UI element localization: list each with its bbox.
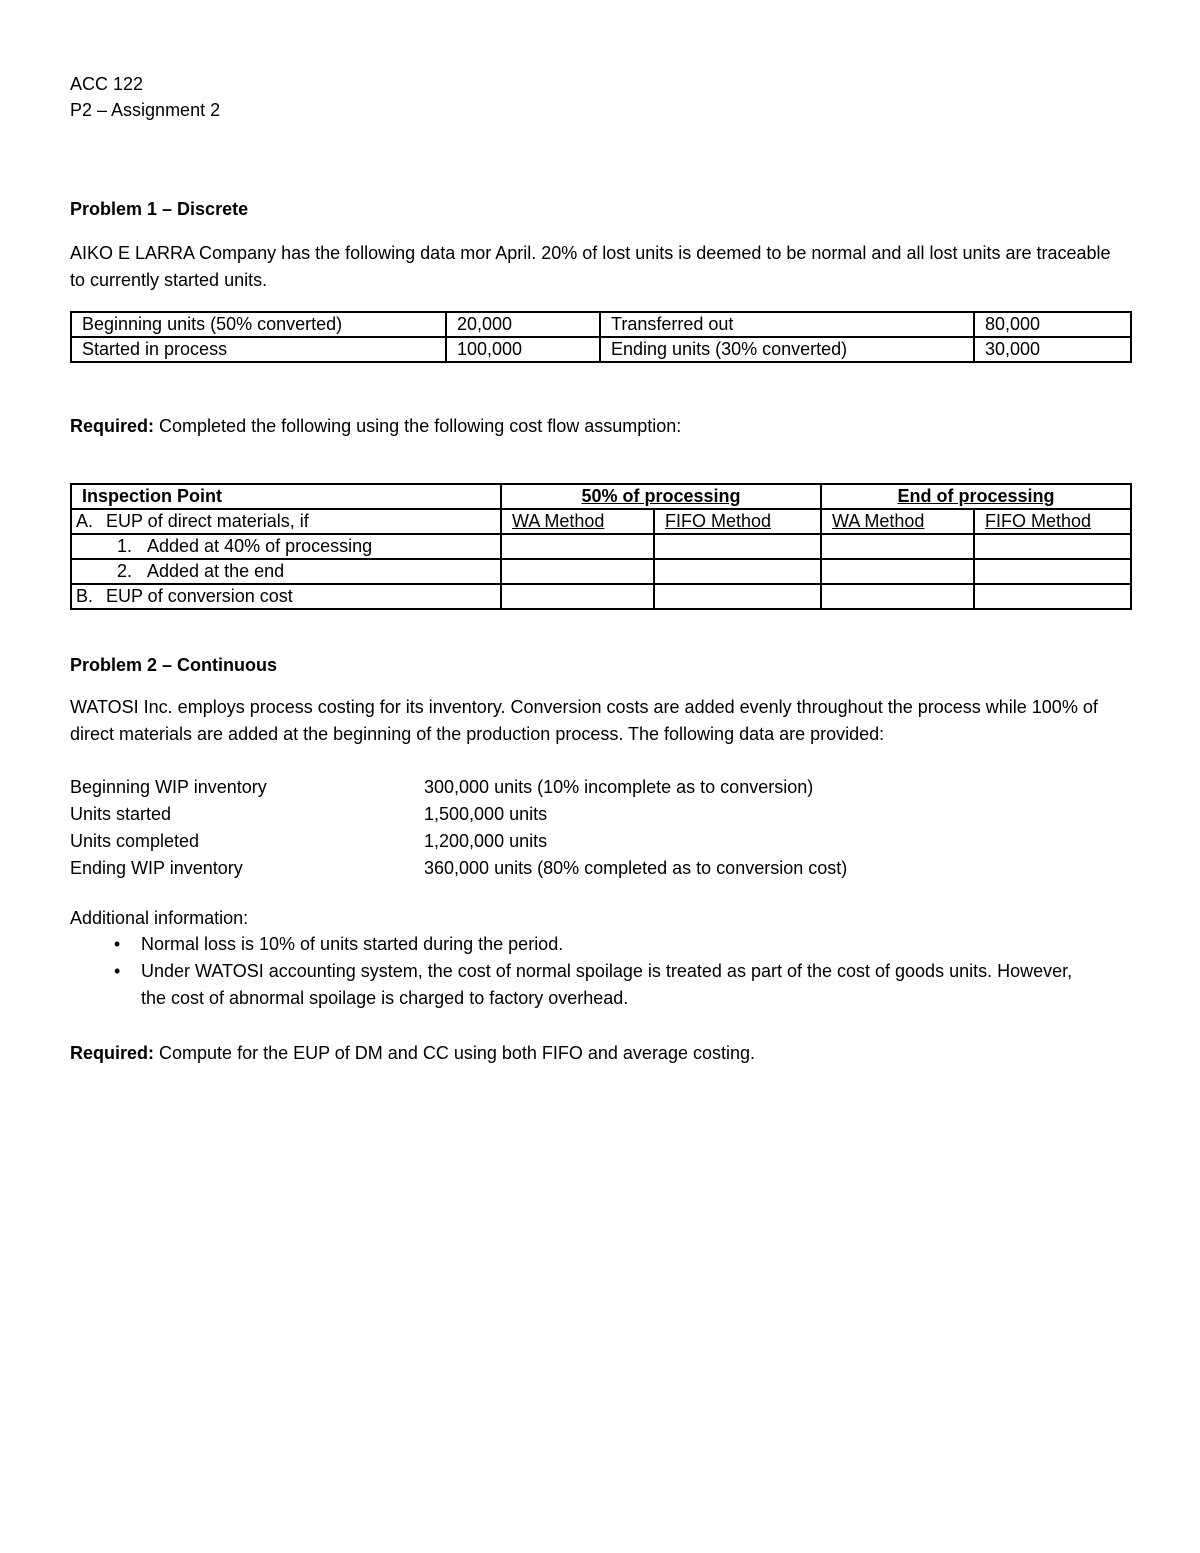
row-2-text: Added at the end [147,561,285,581]
required-label: Required: [70,416,155,436]
list-item [70,958,1101,1012]
row-b-letter: B. [76,586,94,606]
fifo-method-50: FIFO Method [654,509,821,534]
row-a-letter: A. [76,511,94,531]
answer-cell[interactable] [821,559,974,584]
table-row [71,509,1131,534]
required-text: Completed the following using the following cost flow assumption: [159,416,682,436]
required-text: Compute for the EUP of DM and CC using both FIFO and average costing. [159,1043,755,1063]
table-cell: 30,000 [974,337,1131,362]
row-b-label [71,584,501,609]
additional-info-label: Additional information: [70,908,249,928]
data-label: Units completed [70,831,200,851]
table-cell: Transferred out [600,312,974,337]
col-50-processing: 50% of processing [501,484,821,509]
eup-table [70,483,1132,610]
table-row [71,312,1131,337]
list-item [70,828,1130,855]
problem2-required [70,1040,755,1066]
col-inspection-point: Inspection Point [71,484,501,509]
answer-cell[interactable] [654,534,821,559]
row-2-label [71,559,501,584]
data-value: 360,000 units (80% completed as to conversion cost) [424,858,848,878]
row-b-text: EUP of conversion cost [106,586,293,606]
answer-cell[interactable] [501,584,654,609]
table-header-row [71,484,1131,509]
bullet-icon: • [114,961,121,981]
table-cell: 80,000 [974,312,1131,337]
data-value: 1,500,000 units [424,804,548,824]
col-end-processing: End of processing [821,484,1131,509]
table-cell: 100,000 [446,337,600,362]
row-1-number: 1. [117,536,133,556]
table-row [71,559,1131,584]
problem2-intro: WATOSI Inc. employs process costing for its inventory. Conversion costs are added evenly throughout the process while 100% of direct materials are added at the beginning of the production process. The following data are provided: [70,697,1098,744]
answer-cell[interactable] [654,584,821,609]
problem1-title: Problem 1 – Discrete [70,199,249,219]
problem1-data-table [70,311,1132,363]
table-row [71,584,1131,609]
problem1-required [70,413,681,439]
data-label: Ending WIP inventory [70,858,243,878]
problem2-title: Problem 2 – Continuous [70,655,278,675]
data-value: 1,200,000 units [424,831,548,851]
wa-method-end: WA Method [821,509,974,534]
answer-cell[interactable] [974,584,1131,609]
additional-info-list [70,931,1130,1012]
table-cell: Ending units (30% converted) [600,337,974,362]
fifo-method-end: FIFO Method [974,509,1131,534]
answer-cell[interactable] [501,534,654,559]
list-item [70,931,1130,958]
course-code: ACC 122 [70,74,144,94]
list-item [70,855,1130,882]
bullet-text: Normal loss is 10% of units started during the period. [141,934,564,954]
list-item [70,774,1130,801]
answer-cell[interactable] [501,559,654,584]
table-cell: Beginning units (50% converted) [71,312,446,337]
wa-method-50: WA Method [501,509,654,534]
bullet-icon: • [114,934,121,954]
table-row [71,337,1131,362]
answer-cell[interactable] [821,534,974,559]
required-label: Required: [70,1043,155,1063]
data-label: Units started [70,804,172,824]
row-a-label [71,509,501,534]
answer-cell[interactable] [654,559,821,584]
row-2-number: 2. [117,561,133,581]
table-cell: Started in process [71,337,446,362]
list-item [70,801,1130,828]
data-value: 300,000 units (10% incomplete as to conversion) [424,777,814,797]
row-1-label [71,534,501,559]
bullet-text: Under WATOSI accounting system, the cost of normal spoilage is treated as part of the cost of goods units. However, the cost of abnormal spoilage is charged to factory overhead. [141,961,1073,1008]
assignment-title: P2 – Assignment 2 [70,100,221,120]
problem2-data-list [70,774,1130,882]
answer-cell[interactable] [974,534,1131,559]
table-row [71,534,1131,559]
table-cell: 20,000 [446,312,600,337]
row-1-text: Added at 40% of processing [147,536,373,556]
answer-cell[interactable] [821,584,974,609]
answer-cell[interactable] [974,559,1131,584]
problem1-intro: AIKO E LARRA Company has the following data mor April. 20% of lost units is deemed to be normal and all lost units are traceable to currently started units. [70,243,1111,290]
data-label: Beginning WIP inventory [70,777,267,797]
row-a-text: EUP of direct materials, if [106,511,309,531]
